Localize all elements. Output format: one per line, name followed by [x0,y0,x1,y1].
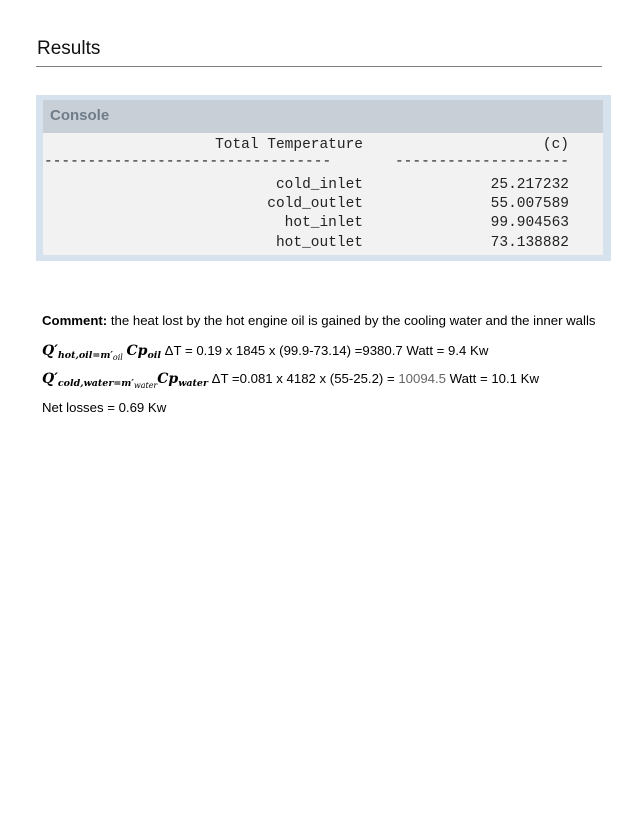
row-name-cold-inlet: cold_inlet [275,177,363,193]
eq-hot-oil-subscript: oil [112,353,123,362]
row-name-hot-outlet: hot_outlet [275,235,363,251]
eq-cold-q: Q′ [42,371,58,387]
net-losses: Net losses = 0.69 Kw [42,400,167,415]
row-value-hot-inlet: 99.904563 [490,215,569,231]
column-header-unit: (c) [542,137,569,153]
eq-cold-highlight-value: 10094.5 [398,371,447,386]
row-value-cold-outlet: 55.007589 [490,196,569,212]
console-panel [43,100,603,255]
eq-cold-cp: Cp [157,371,179,387]
eq-hot-text: ΔT = 0.19 x 1845 x (99.9-73.14) =9380.7 Watt = 9.4 Kw [161,343,489,358]
comment-text: the heat lost by the hot engine oil is gained by the cooling water and the inner walls [107,313,596,328]
row-name-hot-inlet: hot_inlet [284,215,363,231]
eq-hot-q-subscript: hot,oil=m′ [57,350,113,361]
equation-hot-oil [42,343,488,362]
section-heading: Results [37,38,101,59]
eq-hot-q: Q′ [42,343,58,359]
eq-cold-text-b: Watt = 10.1 Kw [446,371,539,386]
eq-cold-water-subscript: water [133,381,158,390]
row-value-cold-inlet: 25.217232 [490,177,569,193]
eq-cold-cp-subscript: water [178,378,208,389]
eq-cold-q-subscript: cold,water=m′ [57,378,134,389]
separator-right: -------------------- [394,154,569,170]
row-name-cold-outlet: cold_outlet [267,196,363,212]
console-screenshot [36,95,611,261]
console-header [43,100,603,133]
separator-left: --------------------------------- [44,154,332,170]
comment-paragraph [42,313,595,328]
row-value-hot-outlet: 73.138882 [490,235,569,251]
console-title: Console [50,107,110,124]
heading-rule [36,66,602,67]
eq-cold-text-a: ΔT =0.081 x 4182 x (55-25.2) = [207,371,399,386]
eq-hot-cp-subscript: oil [147,350,162,361]
eq-hot-cp: Cp [126,343,148,359]
column-header-total-temperature: Total Temperature [215,137,363,153]
comment-label: Comment: [42,313,108,328]
equation-cold-water [42,371,539,390]
